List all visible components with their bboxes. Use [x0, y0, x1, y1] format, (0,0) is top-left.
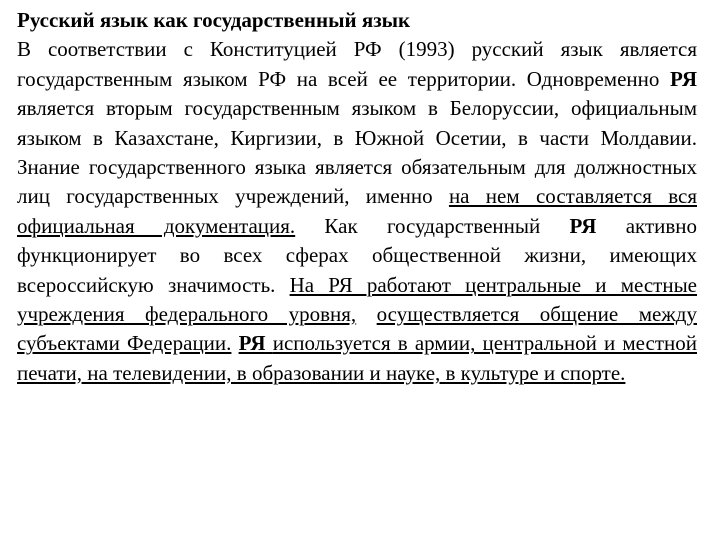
underlined-text: На РЯ работают центральные и местные учреждения федерального уровня, — [17, 272, 697, 327]
slide-title: Русский язык как государственный язык — [17, 8, 411, 32]
underlined-text: на нем составляется вся официальная документация. — [17, 184, 697, 238]
underlined-text: используется в армии, центральной и местной печати, на телевидении, в образовании и науке, в культуре и спорте. — [17, 331, 697, 385]
slide-content — [17, 6, 697, 388]
text-segment — [266, 331, 273, 355]
text-segment: Как государственный — [295, 213, 570, 238]
abbrev-rya: РЯ — [670, 66, 697, 91]
abbrev-rya: РЯ — [569, 213, 597, 238]
text-segment: активно функционирует во всех сферах общественной жизни, имеющих всероссийскую значимость. — [17, 213, 698, 297]
text-segment: В соответствии с Конституцией РФ (1993) русский язык является государственным языком РФ на всей ее территории. Одновременно — [17, 37, 697, 91]
body-paragraph — [17, 35, 697, 388]
text-segment — [231, 331, 238, 355]
text-segment: является вторым государственным языком в Белоруссии, официальным языком в Казахстане, Киргизии, в Южной Осетии, в части Молдавии. Знание государственного языка является обязательным для должностных лиц государственных учреждений, именно — [17, 96, 697, 209]
text-segment — [356, 302, 377, 326]
underlined-text: осуществляется общение между субъектами Федерации. — [17, 302, 697, 356]
abbrev-rya: РЯ — [238, 331, 266, 356]
